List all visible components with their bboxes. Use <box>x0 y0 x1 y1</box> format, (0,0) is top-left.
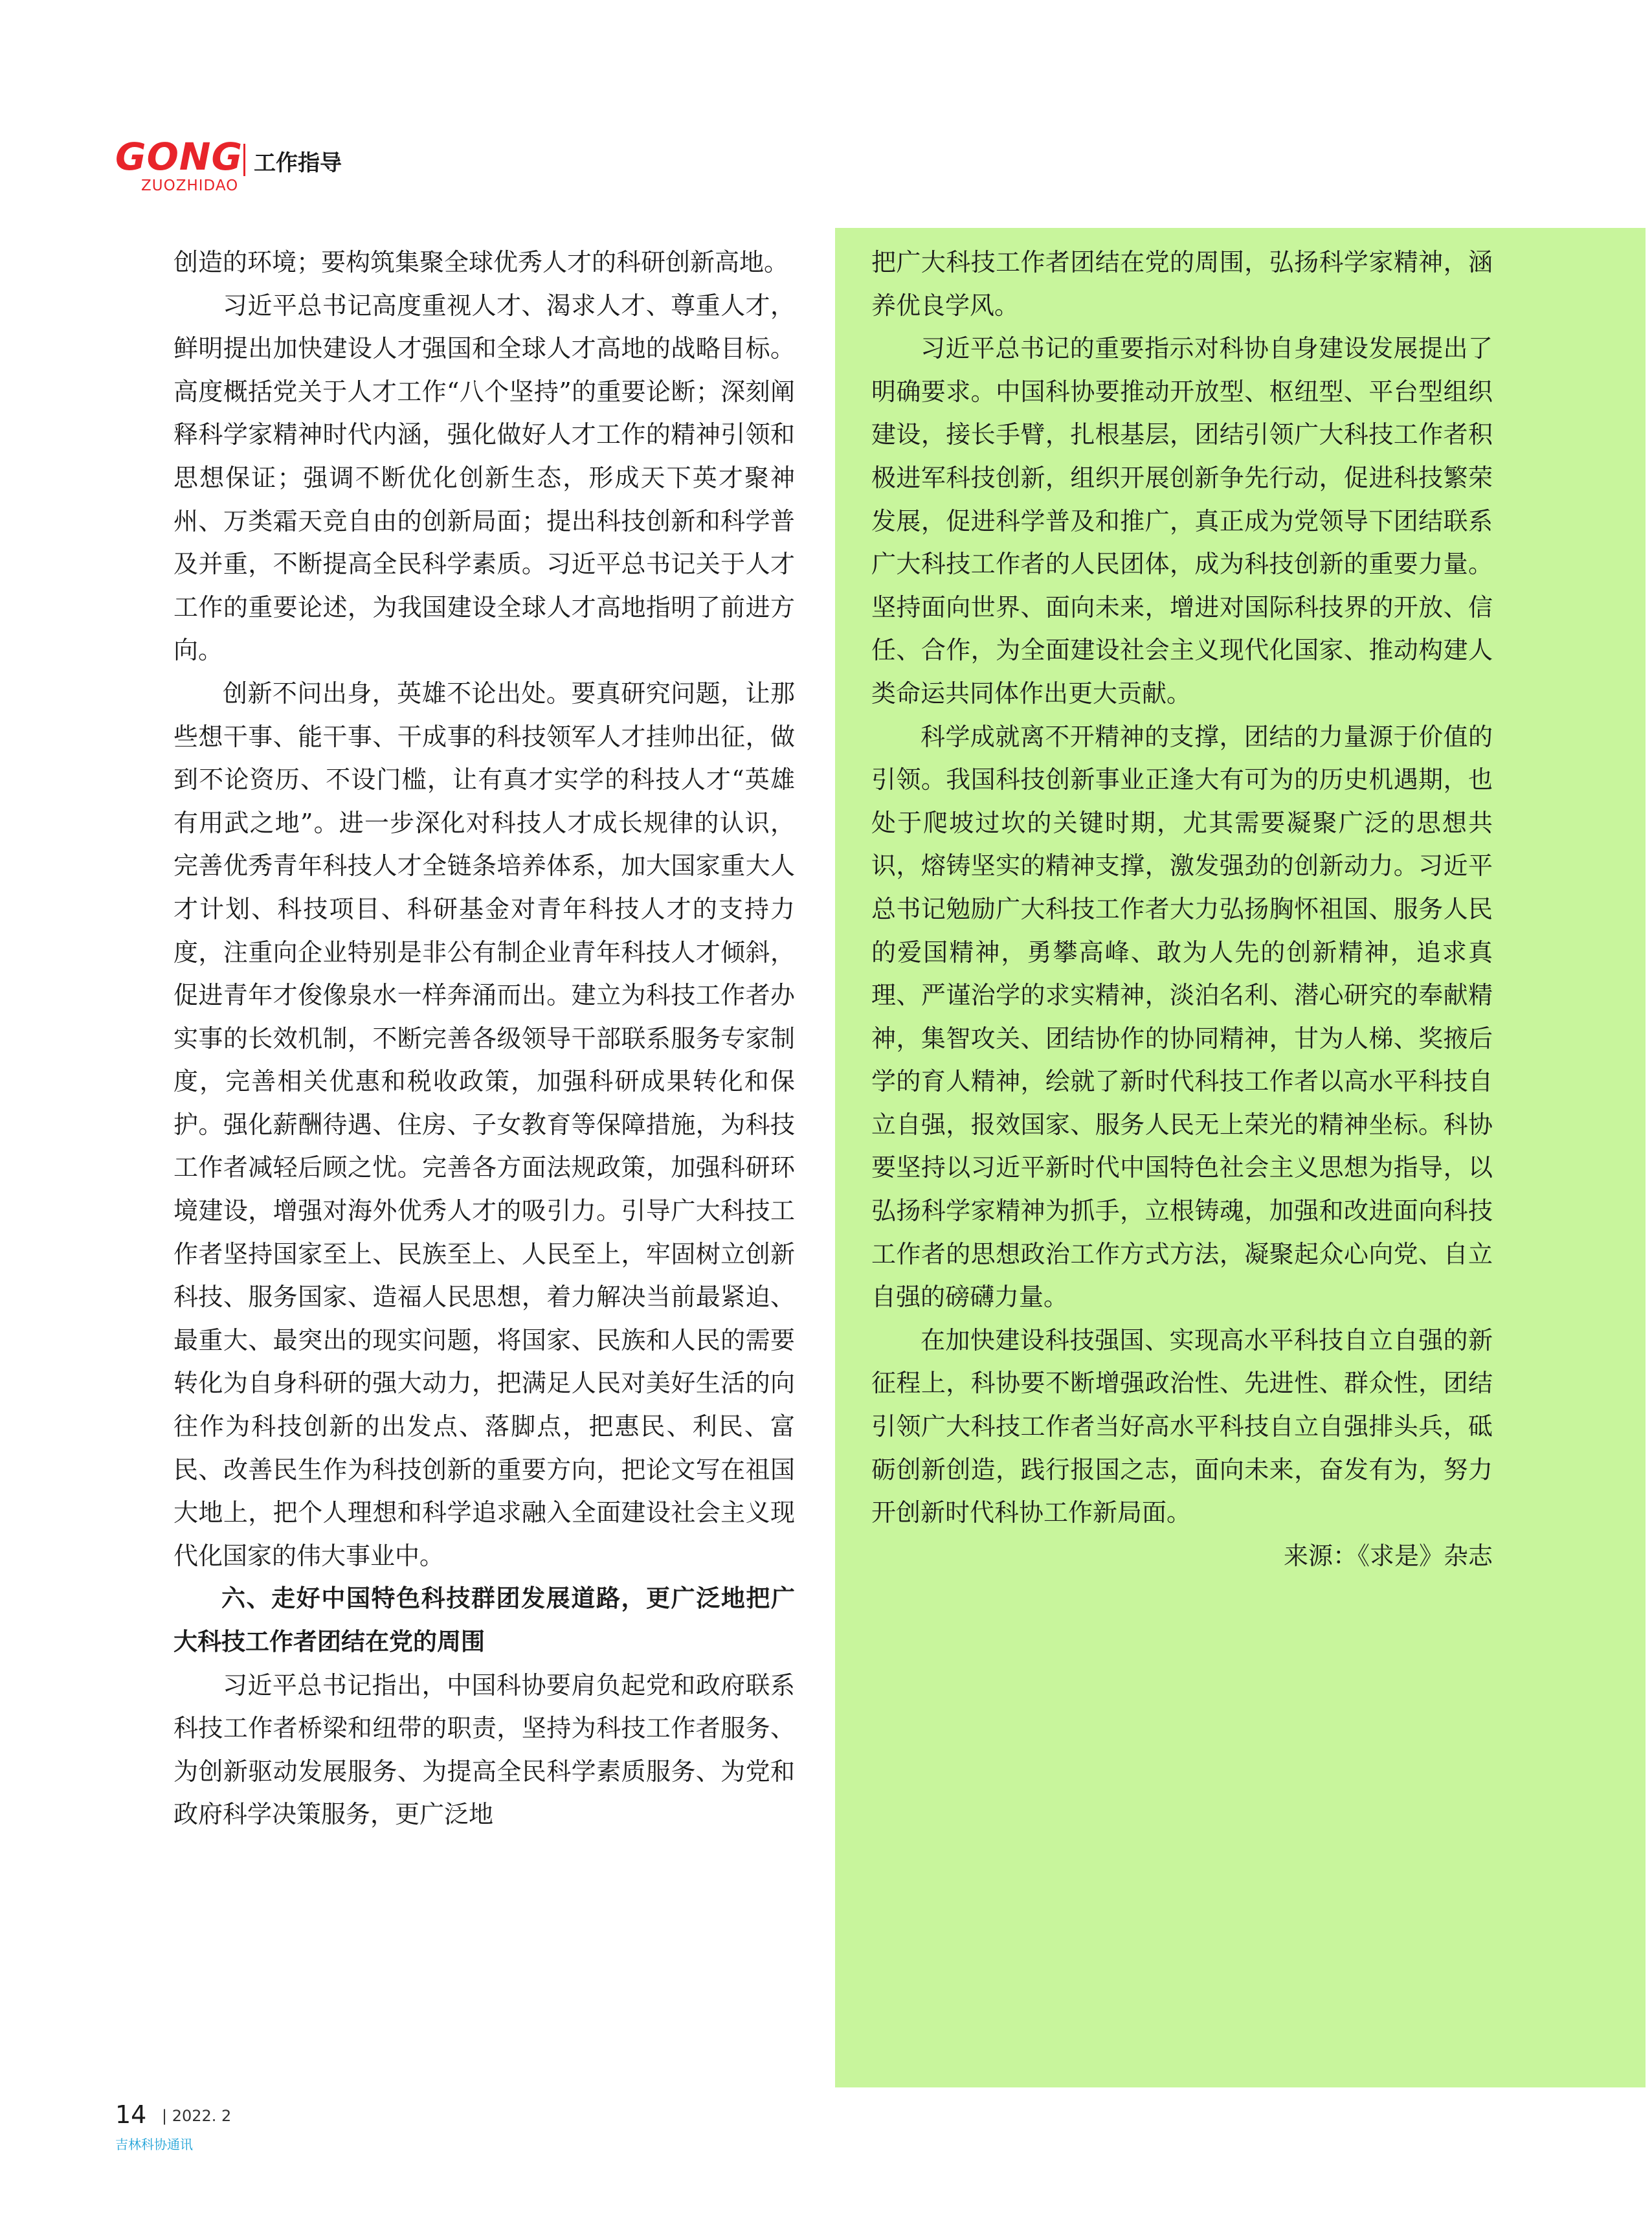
section-heading: 六、走好中国特色科技群团发展道路，更广泛地把广大科技工作者团结在党的周围 <box>173 1584 795 1656</box>
section-subtitle: ZUOZHIDAO <box>141 177 239 194</box>
section-title: 工作指导 <box>254 150 342 176</box>
paragraph: 科学成就离不开精神的支撑，团结的力量源于价值的引领。我国科技创新事业正逢大有可为的历史机遇期，也处于爬坡过坎的关键时期，尤其需要凝聚广泛的思想共识，熔铸坚实的精神支撑，激发强劲的创新动力。习近平总书记勉励广大科技工作者大力弘扬胸怀祖国、服务人民的爱国精神，勇攀高峰、敢为人先的创新精神，追求真理、严谨治学的求实精神，淡泊名利、潜心研究的奉献精神，集智攻关、团结协作的协同精神，甘为人梯、奖掖后学的育人精神，绘就了新时代科技工作者以高水平科技自立自强，报效国家、服务人民无上荣光的精神坐标。科协要坚持以习近平新时代中国特色社会主义思想为指导，以弘扬科学家精神为抓手，立根铸魂，加强和改进面向科技工作者的思想政治工作方式方法，凝聚起众心向党、自立自强的磅礴力量。 <box>871 722 1493 1312</box>
left-column <box>173 241 795 1836</box>
logo-divider <box>243 144 245 176</box>
paragraph: 习近平总书记高度重视人才、渴求人才、尊重人才，鲜明提出加快建设人才强国和全球人才高地的战略目标。高度概括党关于人才工作“八个坚持”的重要论断；深刻阐释科学家精神时代内涵，强化做好人才工作的精神引领和思想保证；强调不断优化创新生态，形成天下英才聚神州、万类霜天竞自由的创新局面；提出科技创新和科学普及并重，不断提高全民科学素质。习近平总书记关于人才工作的重要论述，为我国建设全球人才高地指明了前进方向。 <box>173 291 795 665</box>
right-column <box>871 241 1493 1577</box>
magazine-name: 吉林科协通讯 <box>115 2137 193 2152</box>
paragraph: 创造的环境；要构筑集聚全球优秀人才的科研创新高地。 <box>173 248 789 276</box>
paragraph: 习近平总书记的重要指示对科协自身建设发展提出了明确要求。中国科协要推动开放型、枢纽型、平台型组织建设，接长手臂，扎根基层，团结引领广大科技工作者积极进军科技创新，组织开展创新争先行动，促进科技繁荣发展，促进科学普及和推广，真正成为党领导下团结联系广大科技工作者的人民团体，成为科技创新的重要力量。坚持面向世界、面向未来，增进对国际科技界的开放、信任、合作，为全面建设社会主义现代化国家、推动构建人类命运共同体作出更大贡献。 <box>871 334 1493 708</box>
paragraph: 把广大科技工作者团结在党的周围，弘扬科学家精神，涵养优良学风。 <box>871 248 1493 320</box>
issue-date: | 2022. 2 <box>162 2107 232 2125</box>
paragraph: 习近平总书记指出，中国科协要肩负起党和政府联系科技工作者桥梁和纽带的职责，坚持为科技工作者服务、为创新驱动发展服务、为提高全民科学素质服务、为党和政府科学决策服务，更广泛地 <box>173 1670 795 1829</box>
source-credit: 来源：《求是》杂志 <box>1283 1541 1493 1570</box>
page-number: 14 <box>115 2100 147 2129</box>
paragraph: 创新不问出身，英雄不论出处。要真研究问题，让那些想干事、能干事、干成事的科技领军人才挂帅出征，做到不论资历、不设门槛，让有真才实学的科技人才“英雄有用武之地”。进一步深化对科技人才成长规律的认识，完善优秀青年科技人才全链条培养体系，加大国家重大人才计划、科技项目、科研基金对青年科技人才的支持力度，注重向企业特别是非公有制企业青年科技人才倾斜，促进青年才俊像泉水一样奔涌而出。建立为科技工作者办实事的长效机制，不断完善各级领导干部联系服务专家制度，完善相关优惠和税收政策，加强科研成果转化和保护。强化薪酬待遇、住房、子女教育等保障措施，为科技工作者减轻后顾之忧。完善各方面法规政策，加强科研环境建设，增强对海外优秀人才的吸引力。引导广大科技工作者坚持国家至上、民族至上、人民至上，牢固树立创新科技、服务国家、造福人民思想，着力解决当前最紧迫、最重大、最突出的现实问题，将国家、民族和人民的需要转化为自身科研的强大动力，把满足人民对美好生活的向往作为科技创新的出发点、落脚点，把惠民、利民、富民、改善民生作为科技创新的重要方向，把论文写在祖国大地上，把个人理想和科学追求融入全面建设社会主义现代化国家的伟大事业中。 <box>173 679 795 1570</box>
section-logo: GONG <box>115 135 243 179</box>
paragraph: 在加快建设科技强国、实现高水平科技自立自强的新征程上，科协要不断增强政治性、先进性、群众性，团结引领广大科技工作者当好高水平科技自立自强排头兵，砥砺创新创造，践行报国之志，面向未来，奋发有为，努力开创新时代科协工作新局面。 <box>871 1325 1493 1527</box>
